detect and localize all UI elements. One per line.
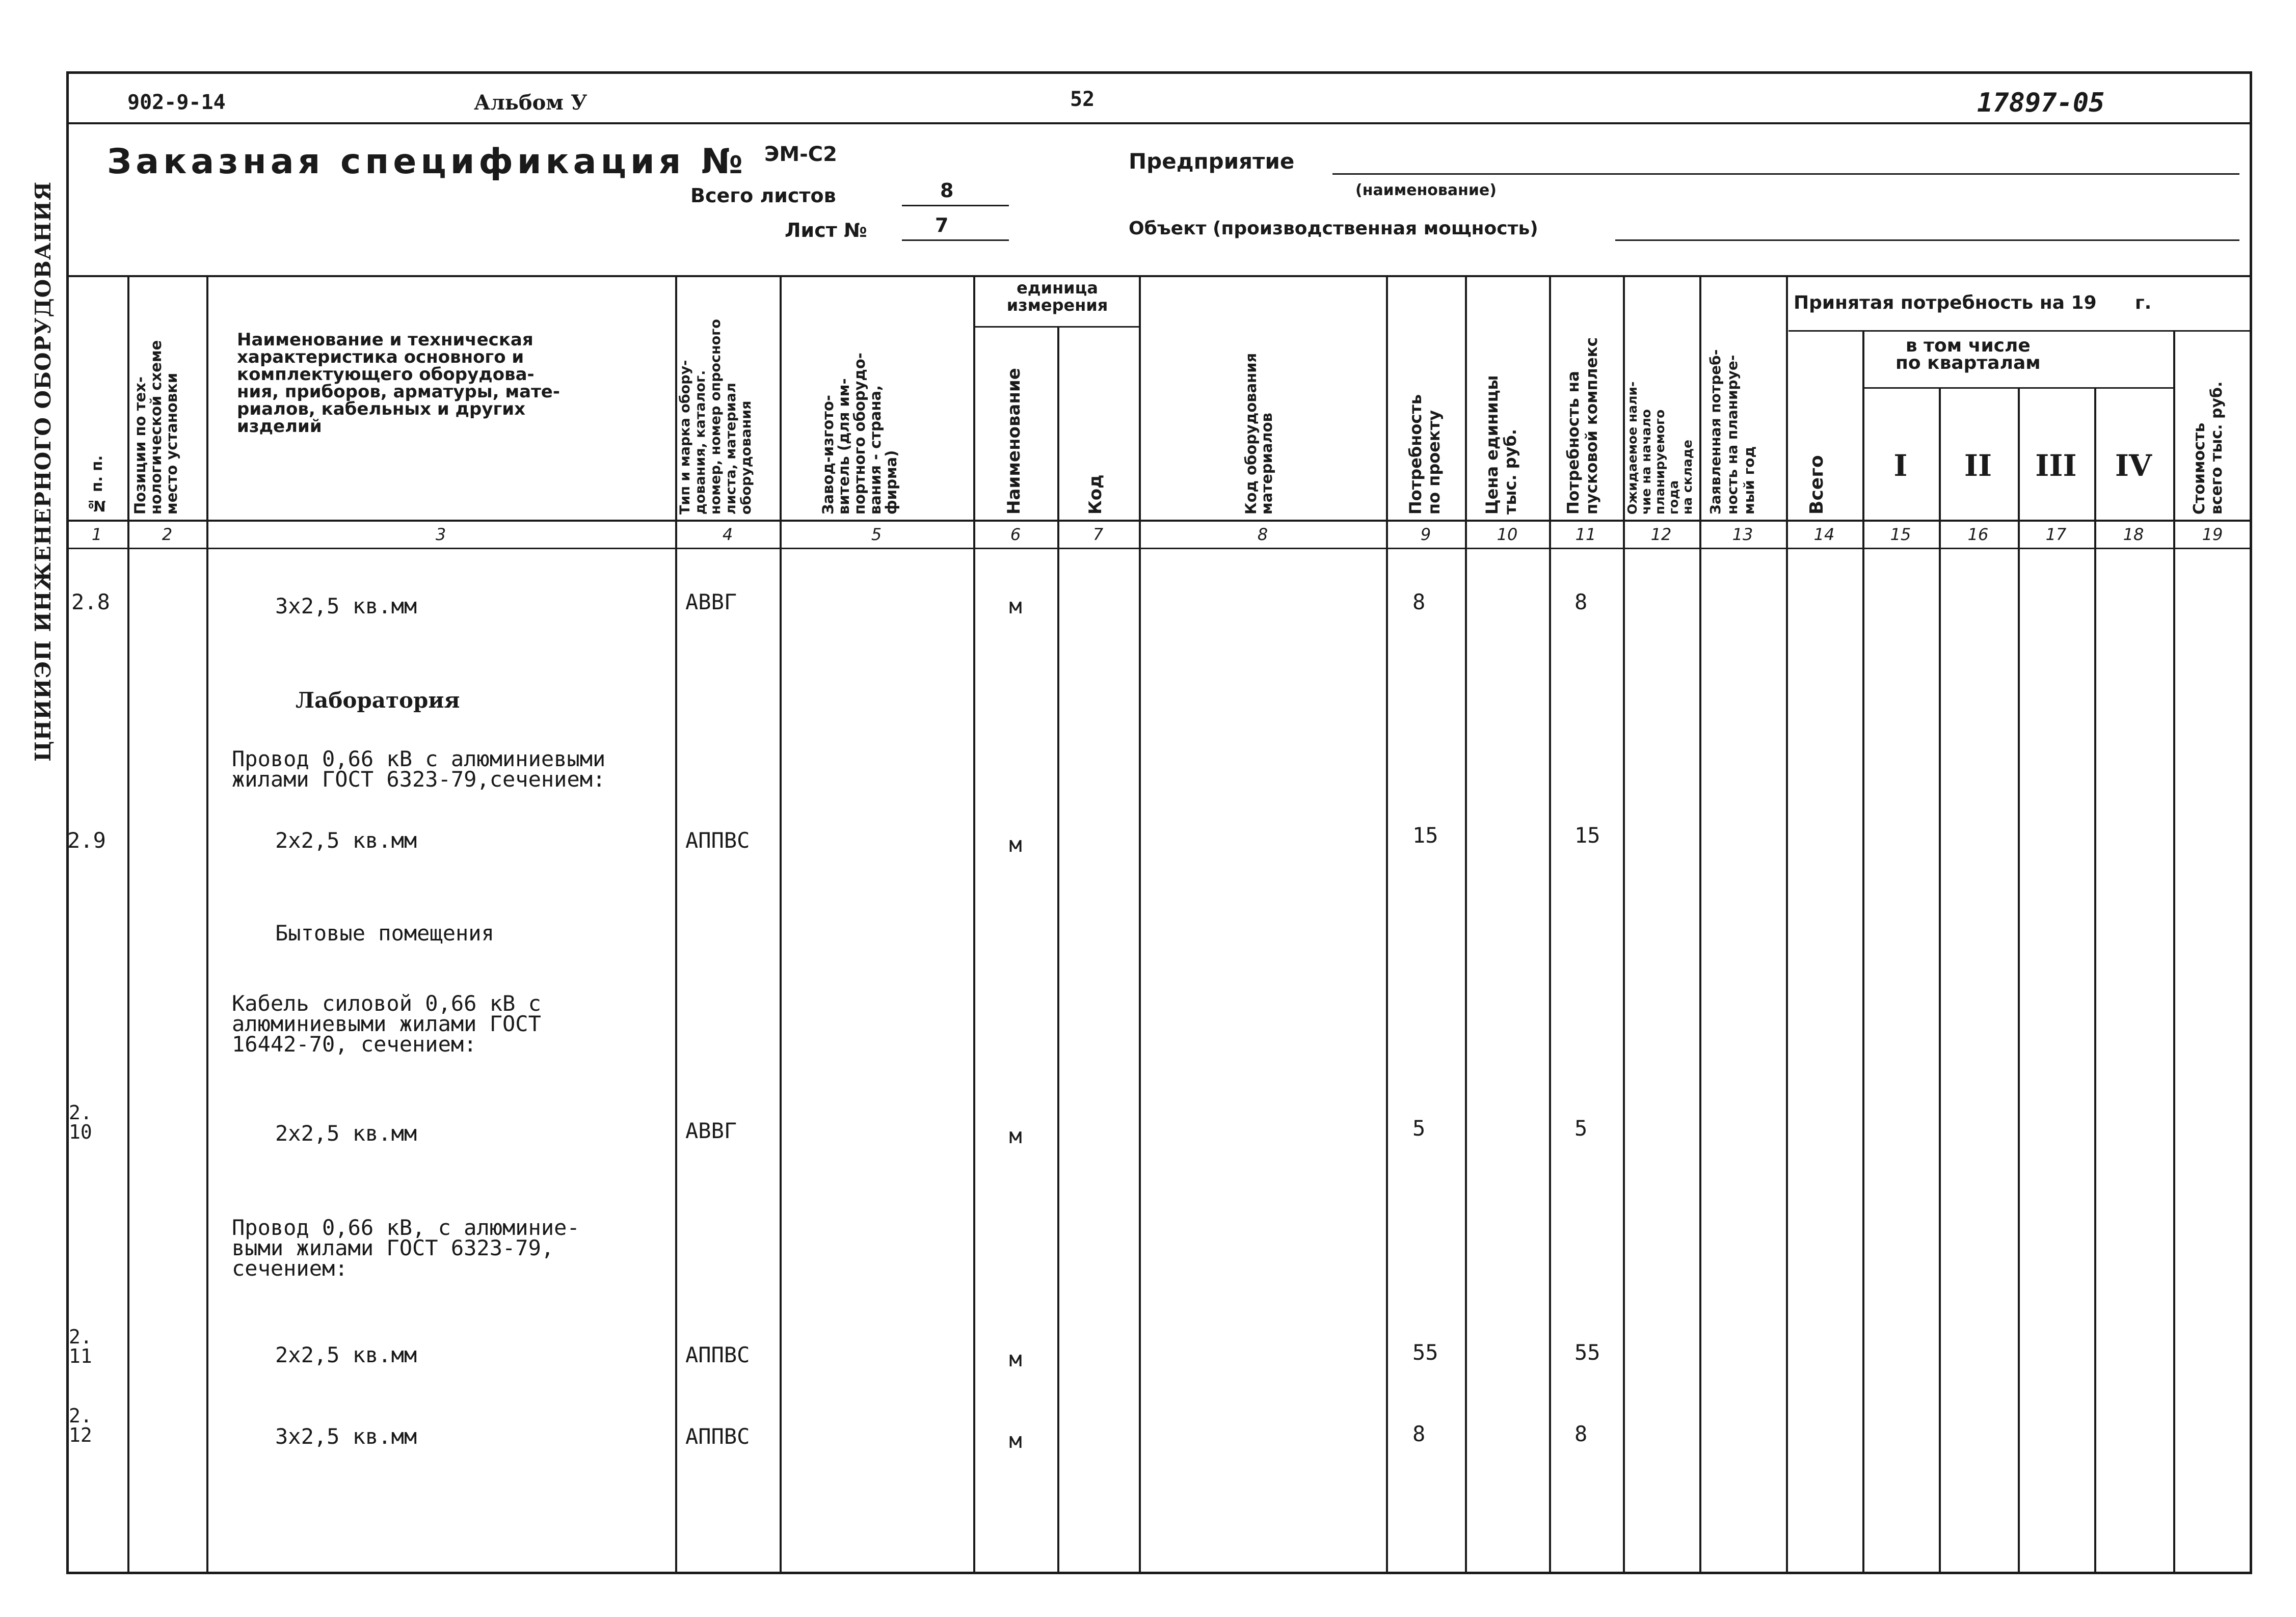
spec-number: ЭМ-С2	[764, 143, 837, 166]
sheet-underline	[902, 239, 1009, 241]
col-divider	[2173, 330, 2175, 1574]
col-divider	[127, 275, 129, 1574]
col-number: 14	[1813, 525, 1835, 544]
col-number: 8	[1257, 525, 1268, 544]
row-number: 2. 11	[69, 1326, 92, 1367]
need-start: 8	[1574, 1421, 1588, 1446]
item-description: Провод 0,66 кВ, с алюминие- выми жилами ГОСТ 6323-79, сечением:	[232, 1215, 580, 1281]
item-unit: м	[1009, 1346, 1022, 1371]
col-divider	[1549, 275, 1551, 1574]
side-stamp: ЦНИИЭП ИНЖЕНЕРНОГО ОБОРУДОВАНИЯ	[31, 181, 56, 762]
item-unit: м	[1009, 594, 1022, 618]
object-underline	[1615, 239, 2239, 241]
col-number: 12	[1650, 525, 1672, 544]
col-divider	[1939, 387, 1941, 1574]
sheet-label: Лист №	[785, 219, 867, 241]
row-number: 2.8	[71, 589, 110, 614]
col-6-7-group-heading: единица измерения	[1006, 278, 1108, 315]
quarter-1-heading: I	[1893, 448, 1908, 483]
col-5-heading: Завод-изгото- витель (для им- портного оборудо- вания - страна, фирма)	[819, 353, 900, 515]
col-19-heading: Стоимость всего тыс. руб.	[2191, 381, 2226, 515]
col-10-heading: Цена единицы тыс. руб.	[1482, 375, 1520, 515]
col-number: 2	[162, 525, 173, 544]
total-sheets-underline	[902, 205, 1009, 206]
col-divider	[1786, 275, 1788, 1574]
need-project: 8	[1412, 589, 1426, 614]
row-number: 2. 10	[69, 1101, 92, 1143]
col-number: 11	[1575, 525, 1596, 544]
need-start: 15	[1574, 823, 1600, 848]
col-1-heading: № п. п.	[88, 455, 105, 515]
col-divider	[2094, 387, 2096, 1574]
item-type: АППВС	[685, 1342, 750, 1367]
col-8-heading: Код оборудования материалов	[1242, 353, 1275, 515]
row-number: 2.9	[67, 828, 106, 853]
item-description: Провод 0,66 кВ с алюминиевыми жилами ГОСТ 6323-79,сечением:	[232, 746, 606, 792]
need-start: 5	[1574, 1116, 1588, 1141]
header-bottom-line	[66, 520, 2252, 522]
col-12-heading: Ожидаемое нали- чие на начало планируемого года на складе	[1625, 381, 1695, 515]
col-number: 5	[871, 525, 882, 544]
quarter-2-heading: II	[1964, 448, 1992, 483]
section-heading: Лаборатория	[296, 688, 460, 713]
item-unit: м	[1009, 1123, 1022, 1148]
col-divider	[1465, 275, 1467, 1574]
object-label: Объект (производственная мощность)	[1129, 218, 1538, 239]
item-size: 2x2,5 кв.мм	[275, 1121, 417, 1146]
row-number: 2. 12	[69, 1405, 92, 1446]
col-6-heading: Наименование	[1004, 368, 1024, 515]
col-number: 9	[1420, 525, 1431, 544]
enterprise-label: Предприятие	[1129, 149, 1295, 174]
col-divider	[206, 275, 208, 1574]
enterprise-underline	[1332, 173, 2239, 175]
col-divider	[1057, 326, 1059, 1574]
col-divider	[1862, 330, 1864, 1574]
doc-code: 902-9-14	[127, 91, 226, 114]
col-number: 4	[722, 525, 733, 544]
total-sheets-label: Всего листов	[690, 184, 836, 207]
accepted-group-line	[1788, 330, 2252, 332]
spec-title: Заказная спецификация №	[107, 142, 747, 182]
section-heading: Бытовые помещения	[275, 921, 494, 946]
col-4-heading: Тип и марка обору- дования, каталог. номер, номер опросного листа, материал оборудования	[677, 319, 754, 515]
item-size: 3x2,5 кв.мм	[275, 1424, 417, 1449]
serial-number: 17897-05	[1977, 88, 2105, 118]
need-project: 8	[1412, 1421, 1426, 1446]
col-number: 3	[435, 525, 446, 544]
col-divider	[1139, 275, 1141, 1574]
col-2-heading: Позиции по тех- нологической схеме место установки	[131, 340, 180, 515]
col-number: 15	[1890, 525, 1911, 544]
item-size: 2x2,5 кв.мм	[275, 1342, 417, 1367]
col-11-heading: Потребность на пусковой комплекс	[1564, 337, 1601, 515]
col-number: 13	[1732, 525, 1753, 544]
col-divider	[2018, 387, 2020, 1574]
accepted-need-heading: Принятая потребность на 19 г.	[1794, 292, 2152, 313]
col-number: 17	[2045, 525, 2067, 544]
col-9-heading: Потребность по проекту	[1406, 394, 1444, 515]
quarters-heading: в том числе по кварталам	[1895, 335, 2041, 373]
unit-group-line	[973, 326, 1139, 328]
col-divider	[780, 275, 782, 1574]
enterprise-hint: (наименование)	[1355, 181, 1497, 199]
col-number: 10	[1497, 525, 1518, 544]
col-divider	[1386, 275, 1388, 1574]
need-start: 8	[1574, 589, 1588, 614]
col-number: 1	[91, 525, 102, 544]
total-sheets-value: 8	[940, 179, 954, 202]
need-project: 5	[1412, 1116, 1426, 1141]
col-7-heading: Код	[1085, 474, 1106, 515]
col-number: 16	[1967, 525, 1989, 544]
col-number: 6	[1010, 525, 1021, 544]
item-type: АППВС	[685, 1424, 750, 1449]
col-divider	[1699, 275, 1701, 1574]
album-label: Альбом У	[474, 91, 588, 115]
item-type: АВВГ	[685, 1118, 737, 1143]
need-project: 55	[1412, 1340, 1438, 1365]
col-number: 18	[2123, 525, 2144, 544]
quarter-4-heading: IV	[2115, 448, 2152, 483]
quarter-3-heading: III	[2035, 448, 2077, 483]
page-number: 52	[1070, 88, 1095, 111]
item-unit: м	[1009, 1428, 1022, 1453]
table-top-line	[66, 275, 2252, 277]
item-type: АППВС	[685, 828, 750, 853]
item-size: 2x2,5 кв.мм	[275, 828, 417, 853]
col-divider	[973, 275, 975, 1574]
col-3-heading: Наименование и техническая характеристика основного и комплектующего оборудова- ния, приборов, арматуры, мате- риалов, кабельных и других изделий	[237, 330, 560, 437]
colnum-bottom-line	[66, 548, 2252, 549]
need-start: 55	[1574, 1340, 1600, 1365]
col-number: 7	[1092, 525, 1104, 544]
sheet-value: 7	[935, 214, 949, 236]
topbar-divider	[66, 122, 2252, 124]
need-project: 15	[1412, 823, 1438, 848]
item-unit: м	[1009, 832, 1022, 857]
col-number: 19	[2202, 525, 2223, 544]
item-size: 3x2,5 кв.мм	[275, 594, 417, 618]
item-type: АВВГ	[685, 589, 737, 614]
item-description: Кабель силовой 0,66 кВ с алюминиевыми жилами ГОСТ 16442-70, сечением:	[232, 991, 541, 1057]
col-14-heading: Всего	[1806, 455, 1827, 515]
col-13-heading: Заявленная потреб- ность на планируе- мый год	[1707, 349, 1757, 515]
